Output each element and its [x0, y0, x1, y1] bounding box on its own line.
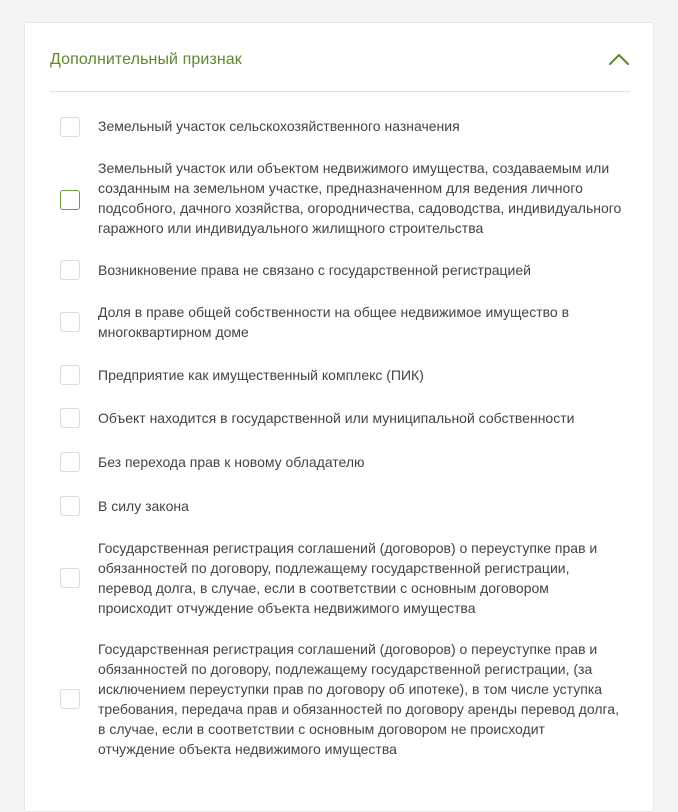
option-label: Возникновение права не связано с государственной регистрацией: [98, 262, 531, 278]
option-label: Государственная регистрация соглашений (договоров) о переуступке прав и обязанностей по договору, подлежащему государственной регистрации, перевод долга, в случае, если в соответствии с основным договором происходит отчуждение объекта недвижимого имущества: [98, 540, 598, 616]
panel-header[interactable]: [50, 23, 630, 92]
checkbox[interactable]: [60, 689, 80, 709]
option-label: Без перехода прав к новому обладателю: [98, 454, 365, 470]
checkbox[interactable]: [60, 408, 80, 428]
panel-title: Дополнительный признак: [50, 51, 242, 68]
checkbox[interactable]: [60, 496, 80, 516]
checkbox[interactable]: [60, 260, 80, 280]
option-label: Земельный участок или объектом недвижимого имущества, создаваемым или созданным на земельном участке, предназначенном для ведения личного подсобного, дачного хозяйства, огородничества, садоводства, индивидуального гаражного или индивидуального жилищного строительства: [98, 160, 622, 236]
checkbox[interactable]: [60, 117, 80, 137]
option-label: Земельный участок сельскохозяйственного назначения: [98, 118, 460, 134]
chevron-up-icon[interactable]: [608, 51, 630, 67]
option-label: Доля в праве общей собственности на общее недвижимое имущество в многоквартирном доме: [98, 304, 570, 340]
option-label: Предприятие как имущественный комплекс (ПИК): [98, 367, 424, 383]
option-label: В силу закона: [98, 498, 189, 514]
checkbox[interactable]: [60, 365, 80, 385]
checkbox[interactable]: [60, 568, 80, 588]
additional-feature-panel: [24, 22, 654, 812]
checkbox[interactable]: [60, 190, 80, 210]
option-label: Объект находится в государственной или муниципальной собственности: [98, 410, 575, 426]
option-label: Государственная регистрация соглашений (договоров) о переуступке прав и обязанностей по договору, подлежащему государственной регистрации, (за исключением переуступки прав по договору об ипотеке), в том числе уступка требования, передача прав и обязанностей по договору аренды перевод долга, в случае, если в соответствии с основным договором не происходит отчуждение объекта недвижимого имущества: [98, 641, 619, 757]
checkbox[interactable]: [60, 452, 80, 472]
checkbox[interactable]: [60, 312, 80, 332]
